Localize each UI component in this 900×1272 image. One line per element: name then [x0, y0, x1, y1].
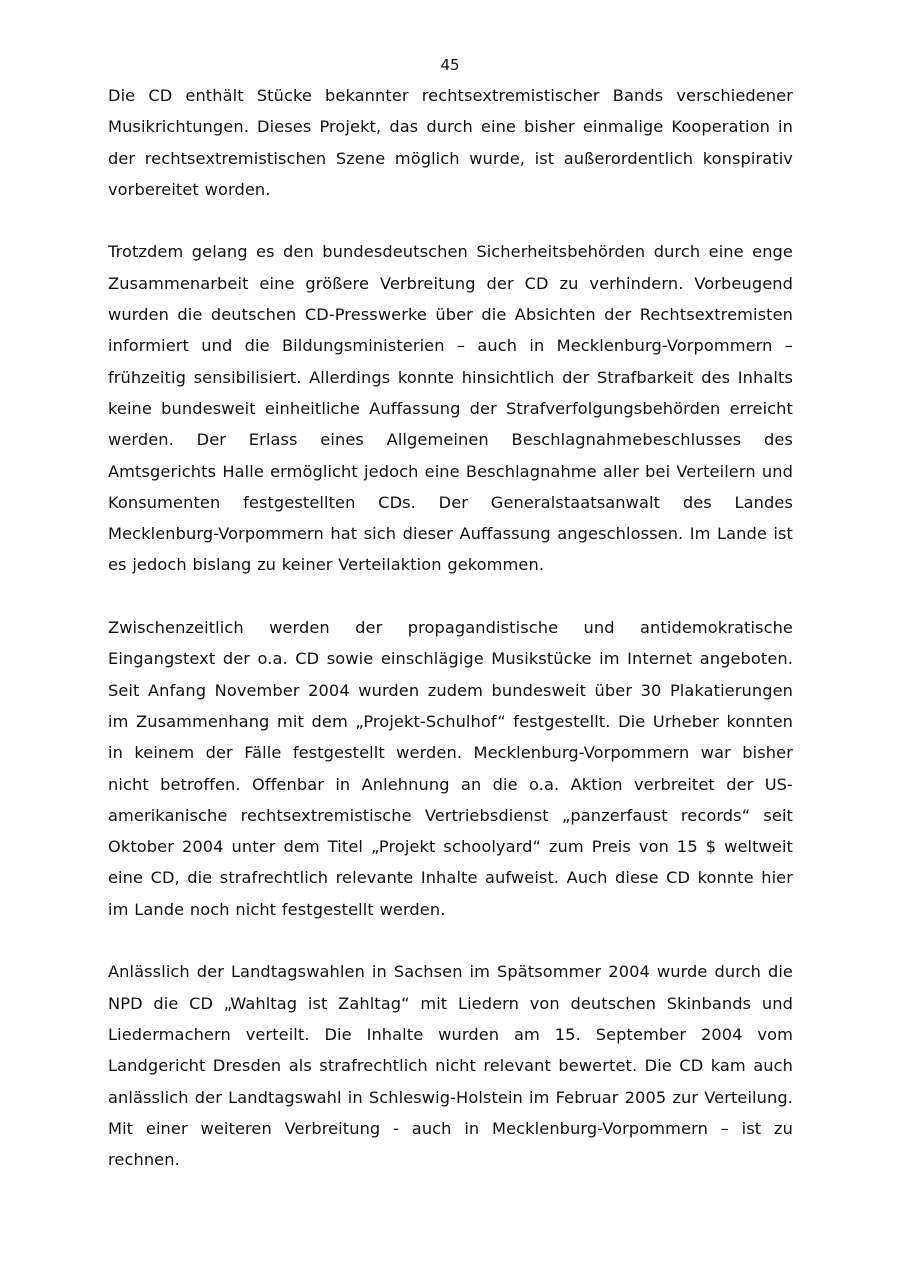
paragraph-npd-cd: Anlässlich der Landtagswahlen in Sachsen im Spätsommer 2004 wurde durch die NPD die CD „Wahltag ist Zahltag“ mit Liedern von deutschen Skinbands und Liedermachern verteilt. Die Inhalte wurden am 15. September 2004 vom Landgericht Dresden als strafrechtlich nicht relevant bewertet. Die CD kam auch anlässlich der Landtagswahl in Schleswig-Holstein im Februar 2005 zur Verteilung. Mit einer weiteren Verbreitung - auch in Mecklenburg-Vorpommern – ist zu rechnen.: [108, 962, 793, 1170]
paragraph-security-measures: Trotzdem gelang es den bundesdeutschen Sicherheitsbehörden durch eine enge Zusammenarbeit eine größere Verbreitung der CD zu verhindern. Vorbeugend wurden die deutschen CD-Presswerke über die Absichten der Rechtsextremisten informiert und die Bildungsministerien – auch in Mecklenburg-Vorpommern – frühzeitig sensibilisiert. Allerdings konnte hinsichtlich der Strafbarkeit des Inhalts keine bundesweit einheitliche Auffassung der Strafverfolgungsbehörden erreicht werden. Der Erlass eines Allgemeinen Beschlagnahmebeschlusses des Amtsgerichts Halle ermöglicht jedoch eine Beschlagnahme aller bei Verteilern und Konsumenten festgestellten CDs. Der Generalstaatsanwalt des Landes Mecklenburg-Vorpommern hat sich dieser Auffassung angeschlossen. Im Lande ist es jedoch bislang zu keiner Verteilaktion gekommen.: [108, 242, 793, 575]
body-text: [108, 80, 793, 1175]
paragraph-cd-content: Die CD enthält Stücke bekannter rechtsextremistischer Bands verschiedener Musikrichtungen. Dieses Projekt, das durch eine bisher einmalige Kooperation in der rechtsextremistischen Szene möglich wurde, ist außerordentlich konspirativ vorbereitet worden.: [108, 86, 793, 199]
paragraph-internet-distribution: Zwischenzeitlich werden der propagandistische und antidemokratische Eingangstext der o.a. CD sowie einschlägige Musikstücke im Internet angeboten. Seit Anfang November 2004 wurden zudem bundesweit über 30 Plakatierungen im Zusammenhang mit dem „Projekt-Schulhof“ festgestellt. Die Urheber konnten in keinem der Fälle festgestellt werden. Mecklenburg-Vorpommern war bisher nicht betroffen. Offenbar in Anlehnung an die o.a. Aktion verbreitet der US-amerikanische rechtsextremistische Vertriebsdienst „panzerfaust records“ seit Oktober 2004 unter dem Titel „Projekt schoolyard“ zum Preis von 15 $ weltweit eine CD, die strafrechtlich relevante Inhalte aufweist. Auch diese CD konnte hier im Lande noch nicht festgestellt werden.: [108, 618, 793, 919]
page-number: 45: [440, 56, 460, 74]
